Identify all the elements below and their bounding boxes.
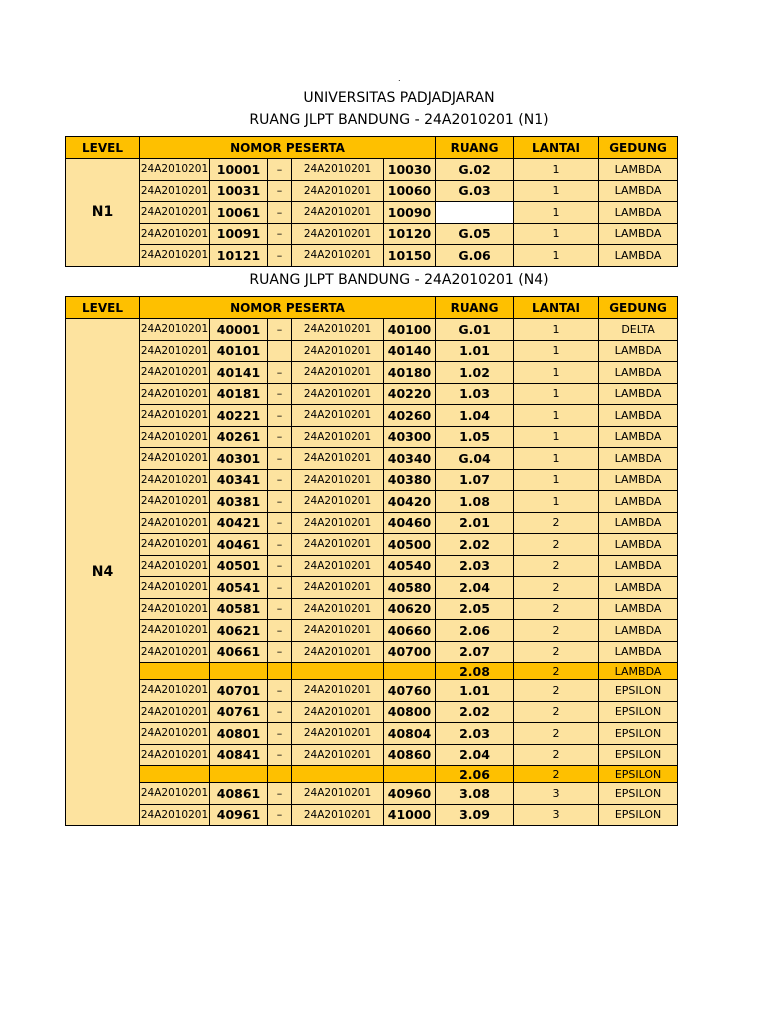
lantai-cell: 3	[514, 804, 599, 826]
table-row	[66, 491, 678, 513]
col-ruang-header: RUANG	[436, 297, 514, 319]
start-number-cell: 40961	[210, 804, 268, 826]
start-number-cell: 40381	[210, 491, 268, 513]
start-prefix-cell: 24A2010201	[140, 723, 210, 745]
start-number-cell: 40581	[210, 598, 268, 620]
table-row	[66, 534, 678, 556]
ruang-cell: 2.06	[436, 620, 514, 642]
gedung-cell: LAMBDA	[599, 577, 678, 599]
end-number-cell: 10060	[384, 180, 436, 202]
table-row	[66, 362, 678, 384]
ruang-cell: 1.07	[436, 469, 514, 491]
table-row	[66, 448, 678, 470]
col-gedung-header: GEDUNG	[599, 297, 678, 319]
ruang-cell: 1.05	[436, 426, 514, 448]
gedung-cell: LAMBDA	[599, 202, 678, 224]
range-dash-cell: –	[268, 491, 292, 513]
end-number-cell: 10120	[384, 223, 436, 245]
lantai-cell: 2	[514, 512, 599, 534]
range-dash-cell: –	[268, 512, 292, 534]
ruang-cell: 1.04	[436, 405, 514, 427]
start-number-cell: 40661	[210, 641, 268, 663]
table-row	[66, 620, 678, 642]
end-number-cell: 40220	[384, 383, 436, 405]
lantai-cell: 2	[514, 620, 599, 642]
end-number-cell: 40620	[384, 598, 436, 620]
start-prefix-cell: 24A2010201	[140, 783, 210, 805]
gedung-cell: LAMBDA	[599, 469, 678, 491]
end-number-cell: 10090	[384, 202, 436, 224]
ruang-cell: 1.08	[436, 491, 514, 513]
table-row	[66, 512, 678, 534]
ruang-cell: 2.03	[436, 555, 514, 577]
start-number-cell: 10061	[210, 202, 268, 224]
start-prefix-cell: 24A2010201	[140, 555, 210, 577]
end-prefix-cell: 24A2010201	[292, 202, 384, 224]
end-prefix-cell: 24A2010201	[292, 448, 384, 470]
start-number-cell: 40841	[210, 744, 268, 766]
end-number-cell: 40420	[384, 491, 436, 513]
end-prefix-cell: 24A2010201	[292, 744, 384, 766]
end-prefix-cell: 24A2010201	[292, 804, 384, 826]
range-dash-cell: –	[268, 680, 292, 702]
end-number-cell: 40140	[384, 340, 436, 362]
university-title: UNIVERSITAS PADJADJARAN	[303, 90, 495, 106]
end-prefix-cell: 24A2010201	[292, 680, 384, 702]
range-dash-cell: –	[268, 202, 292, 224]
start-number-cell: 40501	[210, 555, 268, 577]
start-number-cell: 10001	[210, 159, 268, 181]
lantai-cell: 1	[514, 448, 599, 470]
start-prefix-cell: 24A2010201	[140, 159, 210, 181]
gedung-cell: EPSILON	[599, 744, 678, 766]
ruang-cell: 2.02	[436, 701, 514, 723]
start-prefix-cell: 24A2010201	[140, 804, 210, 826]
lantai-cell: 1	[514, 180, 599, 202]
start-prefix-cell: 24A2010201	[140, 405, 210, 427]
lantai-cell: 1	[514, 383, 599, 405]
range-dash-cell: –	[268, 701, 292, 723]
lantai-cell: 1	[514, 223, 599, 245]
end-prefix-cell: 24A2010201	[292, 534, 384, 556]
range-dash-cell: –	[268, 783, 292, 805]
gedung-cell: LAMBDA	[599, 663, 678, 680]
start-prefix-cell: 24A2010201	[140, 319, 210, 341]
n1-header-row	[66, 137, 678, 159]
range-dash-cell: –	[268, 159, 292, 181]
gedung-cell: LAMBDA	[599, 159, 678, 181]
lantai-cell: 2	[514, 701, 599, 723]
lantai-cell: 2	[514, 680, 599, 702]
lantai-cell: 1	[514, 319, 599, 341]
start-prefix-cell: 24A2010201	[140, 245, 210, 267]
col-level-header: LEVEL	[66, 137, 140, 159]
lantai-cell: 1	[514, 159, 599, 181]
table-row	[66, 159, 678, 181]
end-number-cell: 40380	[384, 469, 436, 491]
end-prefix-cell: 24A2010201	[292, 723, 384, 745]
end-prefix-cell: 24A2010201	[292, 491, 384, 513]
range-dash-cell: –	[268, 383, 292, 405]
range-dash-cell: –	[268, 245, 292, 267]
start-prefix-cell: 24A2010201	[140, 534, 210, 556]
table-row	[66, 223, 678, 245]
table-row	[66, 680, 678, 702]
range-dash-cell: –	[268, 180, 292, 202]
table-row	[66, 641, 678, 663]
ruang-cell: 1.03	[436, 383, 514, 405]
gedung-cell: DELTA	[599, 319, 678, 341]
ruang-cell: 2.02	[436, 534, 514, 556]
start-prefix-cell: 24A2010201	[140, 577, 210, 599]
start-prefix-cell: 24A2010201	[140, 340, 210, 362]
end-number-cell: 40580	[384, 577, 436, 599]
end-number-cell: 10030	[384, 159, 436, 181]
col-lantai-header: LANTAI	[514, 137, 599, 159]
gedung-cell: EPSILON	[599, 804, 678, 826]
start-prefix-cell: 24A2010201	[140, 744, 210, 766]
range-dash-cell	[268, 340, 292, 362]
table-row	[66, 663, 678, 680]
lantai-cell: 1	[514, 340, 599, 362]
gedung-cell: LAMBDA	[599, 223, 678, 245]
gedung-cell: EPSILON	[599, 723, 678, 745]
ruang-cell: 1.01	[436, 340, 514, 362]
gedung-cell: LAMBDA	[599, 362, 678, 384]
end-number-cell: 40800	[384, 701, 436, 723]
table-row	[66, 701, 678, 723]
ruang-cell: 2.01	[436, 512, 514, 534]
col-nomor-header: NOMOR PESERTA	[140, 137, 436, 159]
start-number-cell: 10121	[210, 245, 268, 267]
gedung-cell: LAMBDA	[599, 245, 678, 267]
ruang-cell: 2.07	[436, 641, 514, 663]
ruang-cell: 2.04	[436, 744, 514, 766]
start-prefix-cell: 24A2010201	[140, 383, 210, 405]
n1-section-title: RUANG JLPT BANDUNG - 24A2010201 (N1)	[249, 112, 549, 128]
gedung-cell: EPSILON	[599, 680, 678, 702]
range-dash-cell: –	[268, 426, 292, 448]
table-row	[66, 426, 678, 448]
lantai-cell: 1	[514, 202, 599, 224]
range-dash-cell: –	[268, 641, 292, 663]
ruang-cell: G.03	[436, 180, 514, 202]
start-number-cell: 40801	[210, 723, 268, 745]
ruang-cell: G.02	[436, 159, 514, 181]
ruang-cell: 3.09	[436, 804, 514, 826]
lantai-cell: 2	[514, 598, 599, 620]
range-dash-cell: –	[268, 469, 292, 491]
range-dash-cell: –	[268, 555, 292, 577]
end-number-cell: 40960	[384, 783, 436, 805]
start-prefix-cell	[140, 663, 210, 680]
start-number-cell: 40101	[210, 340, 268, 362]
range-dash-cell: –	[268, 723, 292, 745]
end-number-cell: 40540	[384, 555, 436, 577]
end-number-cell: 40860	[384, 744, 436, 766]
end-prefix-cell: 24A2010201	[292, 783, 384, 805]
end-number-cell: 40260	[384, 405, 436, 427]
n4-table-body	[66, 319, 678, 826]
gedung-cell: LAMBDA	[599, 534, 678, 556]
lantai-cell: 2	[514, 577, 599, 599]
gedung-cell: LAMBDA	[599, 555, 678, 577]
lantai-cell: 2	[514, 534, 599, 556]
range-dash-cell: –	[268, 598, 292, 620]
end-prefix-cell: 24A2010201	[292, 383, 384, 405]
ruang-cell: 2.05	[436, 598, 514, 620]
gedung-cell: LAMBDA	[599, 641, 678, 663]
gedung-cell: LAMBDA	[599, 598, 678, 620]
lantai-cell: 1	[514, 362, 599, 384]
start-number-cell: 40761	[210, 701, 268, 723]
table-row	[66, 766, 678, 783]
ruang-cell: G.04	[436, 448, 514, 470]
gedung-cell: EPSILON	[599, 701, 678, 723]
range-dash-cell: –	[268, 223, 292, 245]
end-number-cell: 40804	[384, 723, 436, 745]
ruang-cell: 1.02	[436, 362, 514, 384]
end-number-cell: 40760	[384, 680, 436, 702]
ruang-cell	[436, 202, 514, 224]
gedung-cell: LAMBDA	[599, 383, 678, 405]
table-row	[66, 383, 678, 405]
end-number-cell	[384, 663, 436, 680]
start-prefix-cell: 24A2010201	[140, 512, 210, 534]
table-row	[66, 783, 678, 805]
start-prefix-cell: 24A2010201	[140, 641, 210, 663]
table-row	[66, 577, 678, 599]
start-number-cell: 40261	[210, 426, 268, 448]
gedung-cell: LAMBDA	[599, 512, 678, 534]
start-number-cell	[210, 663, 268, 680]
range-dash-cell	[268, 663, 292, 680]
end-prefix-cell: 24A2010201	[292, 245, 384, 267]
table-row	[66, 469, 678, 491]
end-number-cell: 40300	[384, 426, 436, 448]
end-number-cell: 40700	[384, 641, 436, 663]
start-number-cell: 40541	[210, 577, 268, 599]
ruang-cell: 2.03	[436, 723, 514, 745]
col-nomor-header: NOMOR PESERTA	[140, 297, 436, 319]
level-cell: N1	[66, 159, 140, 267]
range-dash-cell: –	[268, 534, 292, 556]
ruang-cell: 2.06	[436, 766, 514, 783]
table-row	[66, 744, 678, 766]
end-number-cell: 40460	[384, 512, 436, 534]
gedung-cell: EPSILON	[599, 783, 678, 805]
lantai-cell: 1	[514, 491, 599, 513]
end-number-cell: 41000	[384, 804, 436, 826]
end-number-cell: 40340	[384, 448, 436, 470]
start-prefix-cell: 24A2010201	[140, 362, 210, 384]
ruang-cell: G.06	[436, 245, 514, 267]
end-number-cell: 40660	[384, 620, 436, 642]
start-prefix-cell: 24A2010201	[140, 202, 210, 224]
col-ruang-header: RUANG	[436, 137, 514, 159]
end-prefix-cell: 24A2010201	[292, 641, 384, 663]
end-prefix-cell: 24A2010201	[292, 620, 384, 642]
table-row	[66, 245, 678, 267]
start-prefix-cell: 24A2010201	[140, 426, 210, 448]
lantai-cell: 2	[514, 555, 599, 577]
start-prefix-cell: 24A2010201	[140, 448, 210, 470]
lantai-cell: 2	[514, 641, 599, 663]
start-prefix-cell: 24A2010201	[140, 491, 210, 513]
table-row	[66, 319, 678, 341]
table-row	[66, 555, 678, 577]
end-prefix-cell: 24A2010201	[292, 469, 384, 491]
end-prefix-cell	[292, 766, 384, 783]
start-number-cell: 40861	[210, 783, 268, 805]
range-dash-cell: –	[268, 804, 292, 826]
range-dash-cell: –	[268, 362, 292, 384]
header-dot: .	[398, 74, 401, 83]
lantai-cell: 3	[514, 783, 599, 805]
table-row	[66, 723, 678, 745]
table-row	[66, 340, 678, 362]
end-prefix-cell: 24A2010201	[292, 555, 384, 577]
table-row	[66, 405, 678, 427]
ruang-cell: 3.08	[436, 783, 514, 805]
col-level-header: LEVEL	[66, 297, 140, 319]
start-number-cell: 10031	[210, 180, 268, 202]
end-number-cell: 40180	[384, 362, 436, 384]
gedung-cell: EPSILON	[599, 766, 678, 783]
start-prefix-cell: 24A2010201	[140, 701, 210, 723]
end-prefix-cell: 24A2010201	[292, 701, 384, 723]
lantai-cell: 2	[514, 766, 599, 783]
end-prefix-cell: 24A2010201	[292, 362, 384, 384]
start-number-cell: 40621	[210, 620, 268, 642]
n4-header-row	[66, 297, 678, 319]
table-row	[66, 180, 678, 202]
lantai-cell: 1	[514, 426, 599, 448]
lantai-cell: 2	[514, 663, 599, 680]
ruang-cell: G.01	[436, 319, 514, 341]
ruang-cell: G.05	[436, 223, 514, 245]
end-prefix-cell: 24A2010201	[292, 512, 384, 534]
table-row	[66, 804, 678, 826]
end-number-cell: 10150	[384, 245, 436, 267]
range-dash-cell: –	[268, 577, 292, 599]
gedung-cell: LAMBDA	[599, 448, 678, 470]
range-dash-cell: –	[268, 405, 292, 427]
table-row	[66, 202, 678, 224]
start-prefix-cell: 24A2010201	[140, 620, 210, 642]
start-prefix-cell: 24A2010201	[140, 180, 210, 202]
table-row	[66, 598, 678, 620]
gedung-cell: LAMBDA	[599, 405, 678, 427]
end-prefix-cell: 24A2010201	[292, 405, 384, 427]
end-prefix-cell: 24A2010201	[292, 180, 384, 202]
start-number-cell: 40421	[210, 512, 268, 534]
n4-room-table	[65, 296, 678, 826]
ruang-cell: 1.01	[436, 680, 514, 702]
col-gedung-header: GEDUNG	[599, 137, 678, 159]
start-number-cell: 40181	[210, 383, 268, 405]
ruang-cell: 2.04	[436, 577, 514, 599]
gedung-cell: LAMBDA	[599, 426, 678, 448]
end-number-cell: 40100	[384, 319, 436, 341]
start-number-cell: 40001	[210, 319, 268, 341]
gedung-cell: LAMBDA	[599, 180, 678, 202]
start-prefix-cell: 24A2010201	[140, 469, 210, 491]
range-dash-cell: –	[268, 319, 292, 341]
end-prefix-cell: 24A2010201	[292, 159, 384, 181]
start-prefix-cell: 24A2010201	[140, 223, 210, 245]
n4-section-title: RUANG JLPT BANDUNG - 24A2010201 (N4)	[249, 272, 549, 288]
level-cell: N4	[66, 319, 140, 826]
col-lantai-header: LANTAI	[514, 297, 599, 319]
gedung-cell: LAMBDA	[599, 340, 678, 362]
end-number-cell: 40500	[384, 534, 436, 556]
end-prefix-cell: 24A2010201	[292, 223, 384, 245]
start-number-cell: 40341	[210, 469, 268, 491]
end-prefix-cell: 24A2010201	[292, 426, 384, 448]
end-number-cell	[384, 766, 436, 783]
n1-table-body	[66, 159, 678, 267]
lantai-cell: 1	[514, 469, 599, 491]
range-dash-cell	[268, 766, 292, 783]
gedung-cell: LAMBDA	[599, 620, 678, 642]
start-number-cell: 10091	[210, 223, 268, 245]
end-prefix-cell: 24A2010201	[292, 319, 384, 341]
range-dash-cell: –	[268, 744, 292, 766]
start-number-cell: 40461	[210, 534, 268, 556]
gedung-cell: LAMBDA	[599, 491, 678, 513]
lantai-cell: 1	[514, 405, 599, 427]
start-number-cell: 40221	[210, 405, 268, 427]
start-prefix-cell: 24A2010201	[140, 680, 210, 702]
end-prefix-cell	[292, 663, 384, 680]
end-prefix-cell: 24A2010201	[292, 598, 384, 620]
start-number-cell	[210, 766, 268, 783]
range-dash-cell: –	[268, 448, 292, 470]
end-prefix-cell: 24A2010201	[292, 577, 384, 599]
start-number-cell: 40701	[210, 680, 268, 702]
n1-room-table	[65, 136, 678, 267]
ruang-cell: 2.08	[436, 663, 514, 680]
range-dash-cell: –	[268, 620, 292, 642]
lantai-cell: 2	[514, 744, 599, 766]
lantai-cell: 2	[514, 723, 599, 745]
start-prefix-cell	[140, 766, 210, 783]
start-number-cell: 40141	[210, 362, 268, 384]
start-number-cell: 40301	[210, 448, 268, 470]
end-prefix-cell: 24A2010201	[292, 340, 384, 362]
lantai-cell: 1	[514, 245, 599, 267]
start-prefix-cell: 24A2010201	[140, 598, 210, 620]
